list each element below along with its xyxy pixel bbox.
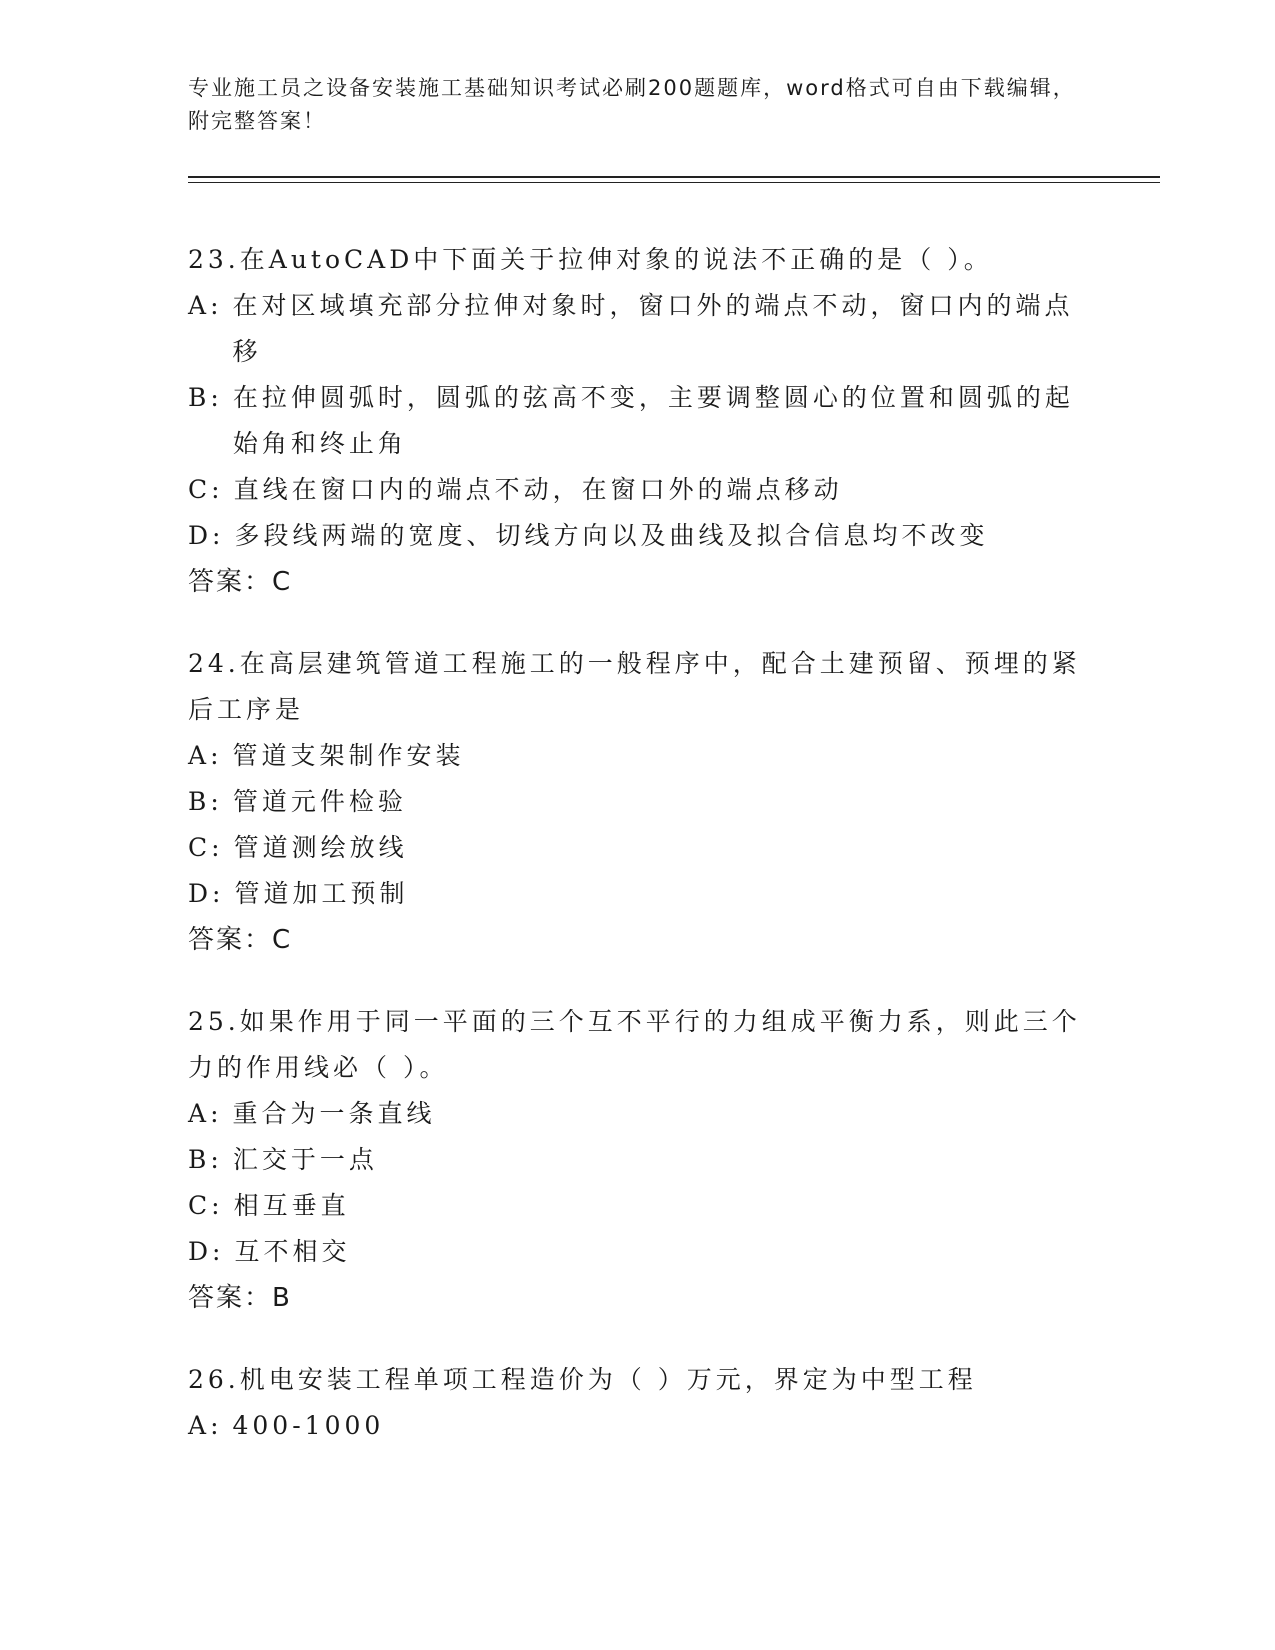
option-key: C — [188, 833, 212, 862]
option-key: A — [188, 291, 211, 320]
option-separator: : — [210, 787, 223, 816]
option-text: 400-1000 — [232, 1411, 385, 1440]
question-24 — [188, 641, 1088, 963]
answer-label: 答案： — [188, 567, 273, 597]
option-key: A — [188, 1099, 211, 1128]
option-key: D — [188, 879, 213, 908]
question-number: 26. — [188, 1365, 240, 1394]
option-separator: : — [212, 879, 225, 908]
option-text: 汇交于一点 — [232, 1145, 378, 1174]
answer-value: B — [272, 1283, 292, 1313]
question-stem: 如果作用于同一平面的三个互不平行的力组成平衡力系，则此三个力的作用线必（ ）。 — [188, 1007, 1081, 1082]
question-26 — [188, 1357, 1088, 1449]
answer-value: C — [272, 925, 293, 955]
option-separator: : — [210, 1099, 223, 1128]
option-separator: : — [210, 1145, 223, 1174]
question-23 — [188, 237, 1088, 605]
option-d — [188, 1229, 1088, 1275]
answer-label: 答案： — [188, 925, 273, 955]
option-key: C — [188, 1191, 212, 1220]
option-b — [188, 375, 1088, 467]
option-text: 互不相交 — [234, 1237, 351, 1266]
option-d — [188, 871, 1088, 917]
option-text: 相互垂直 — [233, 1191, 350, 1220]
option-c — [188, 825, 1088, 871]
question-number: 23. — [188, 245, 240, 274]
question-text — [188, 641, 1088, 733]
question-25 — [188, 999, 1088, 1321]
option-key: B — [188, 787, 211, 816]
document-title: 专业施工员之设备安装施工基础知识考试必刷200题题库，word格式可自由下载编辑，附完整答案！ — [188, 76, 1076, 133]
option-key: A — [188, 1411, 211, 1440]
document-header — [188, 72, 1088, 138]
option-a — [188, 733, 1088, 779]
option-text: 管道测绘放线 — [233, 833, 408, 862]
question-stem: 在AutoCAD中下面关于拉伸对象的说法不正确的是（ ）。 — [239, 245, 993, 274]
option-key: D — [188, 521, 213, 550]
question-number: 24. — [188, 649, 240, 678]
option-separator: : — [211, 833, 224, 862]
answer-label: 答案： — [188, 1283, 273, 1313]
option-c — [188, 467, 1088, 513]
option-text: 管道支架制作安装 — [232, 741, 465, 770]
option-key: C — [188, 475, 212, 504]
option-separator: : — [210, 383, 223, 412]
option-separator: : — [212, 521, 225, 550]
option-separator: : — [211, 475, 224, 504]
option-key: B — [188, 383, 211, 412]
option-c — [188, 1183, 1088, 1229]
option-b — [188, 1137, 1088, 1183]
option-d — [188, 513, 1088, 559]
option-text: 管道加工预制 — [234, 879, 409, 908]
option-a — [188, 1403, 1088, 1449]
option-text: 重合为一条直线 — [232, 1099, 436, 1128]
option-text: 在拉伸圆弧时，圆弧的弦高不变，主要调整圆心的位置和圆弧的起始角和终止角 — [232, 383, 1074, 458]
answer-value: C — [272, 567, 293, 597]
option-b — [188, 779, 1088, 825]
question-text — [188, 1357, 1088, 1403]
option-separator: : — [212, 1237, 225, 1266]
option-text: 直线在窗口内的端点不动，在窗口外的端点移动 — [233, 475, 843, 504]
question-stem: 在高层建筑管道工程施工的一般程序中，配合土建预留、预埋的紧后工序是 — [188, 649, 1081, 724]
question-stem: 机电安装工程单项工程造价为（ ）万元，界定为中型工程 — [239, 1365, 977, 1394]
option-key: A — [188, 741, 211, 770]
option-text: 多段线两端的宽度、切线方向以及曲线及拟合信息均不改变 — [234, 521, 989, 550]
answer-line — [188, 917, 1088, 963]
option-key: D — [188, 1237, 213, 1266]
option-text: 在对区域填充部分拉伸对象时，窗口外的端点不动，窗口内的端点移 — [232, 291, 1074, 366]
answer-line — [188, 559, 1088, 605]
option-separator: : — [210, 291, 223, 320]
question-number: 25. — [188, 1007, 240, 1036]
option-a — [188, 1091, 1088, 1137]
header-divider-thick — [188, 176, 1160, 178]
question-list — [188, 237, 1088, 1485]
option-text: 管道元件检验 — [232, 787, 407, 816]
question-text — [188, 999, 1088, 1091]
option-separator: : — [210, 741, 223, 770]
header-divider-thin — [188, 182, 1160, 183]
option-separator: : — [211, 1191, 224, 1220]
option-a — [188, 283, 1088, 375]
option-separator: : — [210, 1411, 223, 1440]
option-key: B — [188, 1145, 211, 1174]
answer-line — [188, 1275, 1088, 1321]
question-text — [188, 237, 1088, 283]
